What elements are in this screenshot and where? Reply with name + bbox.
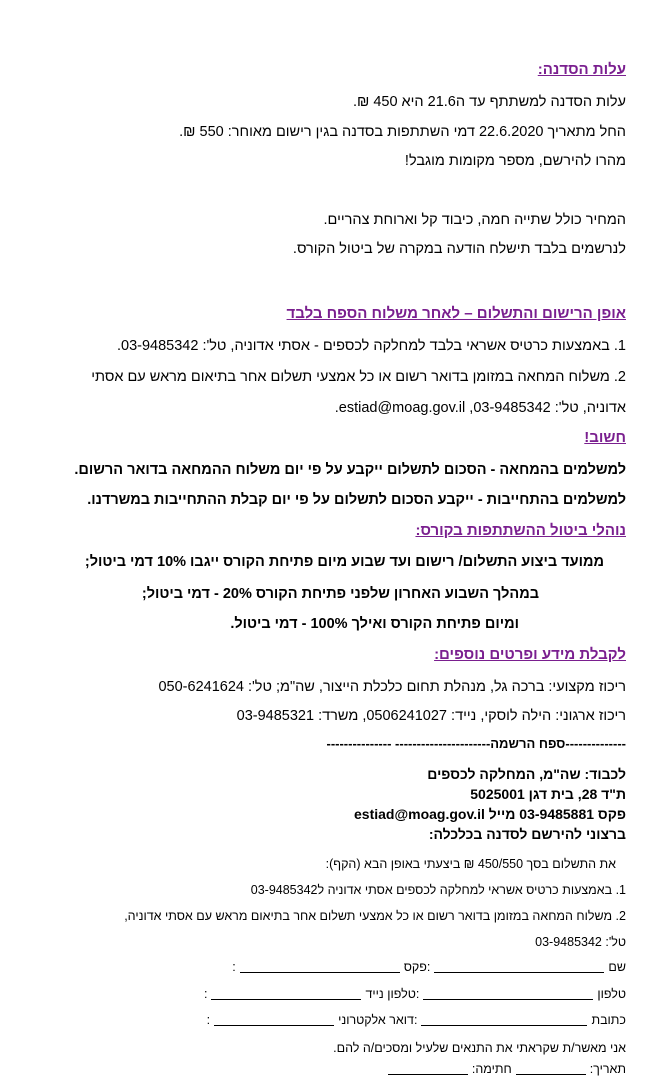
important-line-1: למשלמים בהמחאה - הסכום לתשלום ייקבע על פי יום משלוח ההמחאה בדואר הרשום.: [74, 462, 626, 478]
mobile-field[interactable]: [211, 985, 361, 1000]
form-row-address: [40, 1011, 626, 1029]
form-row-phone: [40, 985, 626, 1003]
fax-label: :פקס: [403, 960, 431, 974]
email-label: :דואר אלקטרוני: [338, 1013, 418, 1027]
payment-item-1: 1. באמצעות כרטיס אשראי בלבד למחלקה לכספים - אסתי אדוניה, טל': 03-9485342.: [116, 338, 626, 354]
registration-separator: --------------ספח הרשמה---------------------- ---------------: [326, 736, 626, 751]
address-to: לכבוד: שה"מ, המחלקה לכספים: [427, 766, 626, 782]
important-heading: חשוב!: [584, 429, 626, 446]
fees-heading: עלות הסדנה:: [537, 61, 626, 78]
name-label: שם: [608, 960, 626, 974]
fax-field[interactable]: [240, 958, 400, 973]
mobile-colon: :: [203, 987, 208, 1001]
fees-line-5: לנרשמים בלבד תישלח הודעה במקרה של ביטול הקורס.: [292, 241, 626, 257]
fax-colon: :: [232, 960, 236, 974]
payment-item-2-contact: אדוניה, טל': 03-9485342, estiad@moag.gov.il.: [334, 400, 626, 416]
payment-item-2: 2. משלוח המחאה במזומן בדואר רשום או כל אמצעי תשלום אחר בתיאום מראש עם אסתי: [91, 369, 626, 385]
email-colon: :: [206, 1013, 211, 1027]
info-line-2: ריכוז ארגוני: הילה לוסקי, נייד: 0506241027, משרד: 03-9485321: [236, 708, 626, 724]
form-option-2: 2. משלוח המחאה במזומן בדואר רשום או כל אמצעי תשלום אחר בתיאום מראש עם אסתי אדוניה,: [124, 909, 626, 923]
info-heading: לקבלת מידע ופרטים נוספים:: [434, 646, 626, 663]
phone-field[interactable]: [423, 985, 593, 1000]
cancellation-line-3: ומיום פתיחת הקורס ואילך 100% - דמי ביטול.: [230, 616, 519, 632]
date-label: תאריך:: [589, 1062, 626, 1076]
important-line-2: למשלמים בהתחייבות - ייקבע הסכום לתשלום על פי יום קבלת ההתחייבות במשרדנו.: [87, 492, 626, 508]
address-po: ת"ד 28, בית דגן 5025001: [470, 786, 626, 802]
address-label: כתובת: [591, 1013, 626, 1027]
address-fax-email: פקס 03-9485881 מייל estiad@moag.gov.il: [354, 806, 626, 822]
form-confirm: אני מאשר/ת שקראתי את התנאים שלעיל ומסכים/ה להם.: [333, 1041, 626, 1055]
cancellation-line-1: ממועד ביצוע התשלום/ רישום ועד שבוע מיום פתיחת הקורס ייגבו 10% דמי ביטול;: [84, 554, 604, 570]
email-field[interactable]: [214, 1011, 334, 1026]
date-field[interactable]: [516, 1060, 586, 1075]
name-field[interactable]: [434, 958, 604, 973]
fees-line-2: החל מתאריך 22.6.2020 דמי השתתפות בסדנה בגין רישום מאוחר: 550 ₪.: [179, 124, 626, 140]
signature-label: חתימה:: [471, 1062, 512, 1076]
form-option-2-phone: טל': 03-9485342: [535, 935, 626, 949]
fees-line-1: עלות הסדנה למשתתף עד ה21.6 היא 450 ₪.: [352, 94, 626, 110]
form-row-name: [40, 958, 626, 976]
fees-line-4: המחיר כולל שתייה חמה, כיבוד קל וארוחת צהריים.: [323, 212, 626, 228]
info-line-1: ריכוז מקצועי: ברכה גל, מנהלת תחום כלכלת הייצור, שה"מ; טל': 050-6241624: [158, 679, 626, 695]
address-field[interactable]: [421, 1011, 587, 1026]
address-wish: ברצוני להירשם לסדנה בכלכלה:: [428, 826, 626, 842]
payment-heading: אופן הרישום והתשלום – לאחר משלוח הספח בלבד: [286, 305, 626, 322]
mobile-label: :טלפון נייד: [365, 987, 420, 1001]
cancellation-line-2: במהלך השבוע האחרון שלפני פתיחת הקורס 20% - דמי ביטול;: [141, 586, 539, 602]
phone-label: טלפון: [597, 987, 626, 1001]
signature-field[interactable]: [388, 1060, 468, 1075]
form-option-1: 1. באמצעות כרטיס אשראי למחלקה לכספים אסתי אדוניה ל03-9485342: [250, 883, 626, 897]
form-payment-line: את התשלום בסך 450/550 ₪ ביצעתי באופן הבא (הקף):: [325, 857, 616, 871]
cancellation-heading: נוהלי ביטול ההשתתפות בקורס:: [415, 522, 626, 539]
fees-line-3: מהרו להירשם, מספר מקומות מוגבל!: [404, 153, 626, 169]
form-row-date: [40, 1060, 626, 1078]
